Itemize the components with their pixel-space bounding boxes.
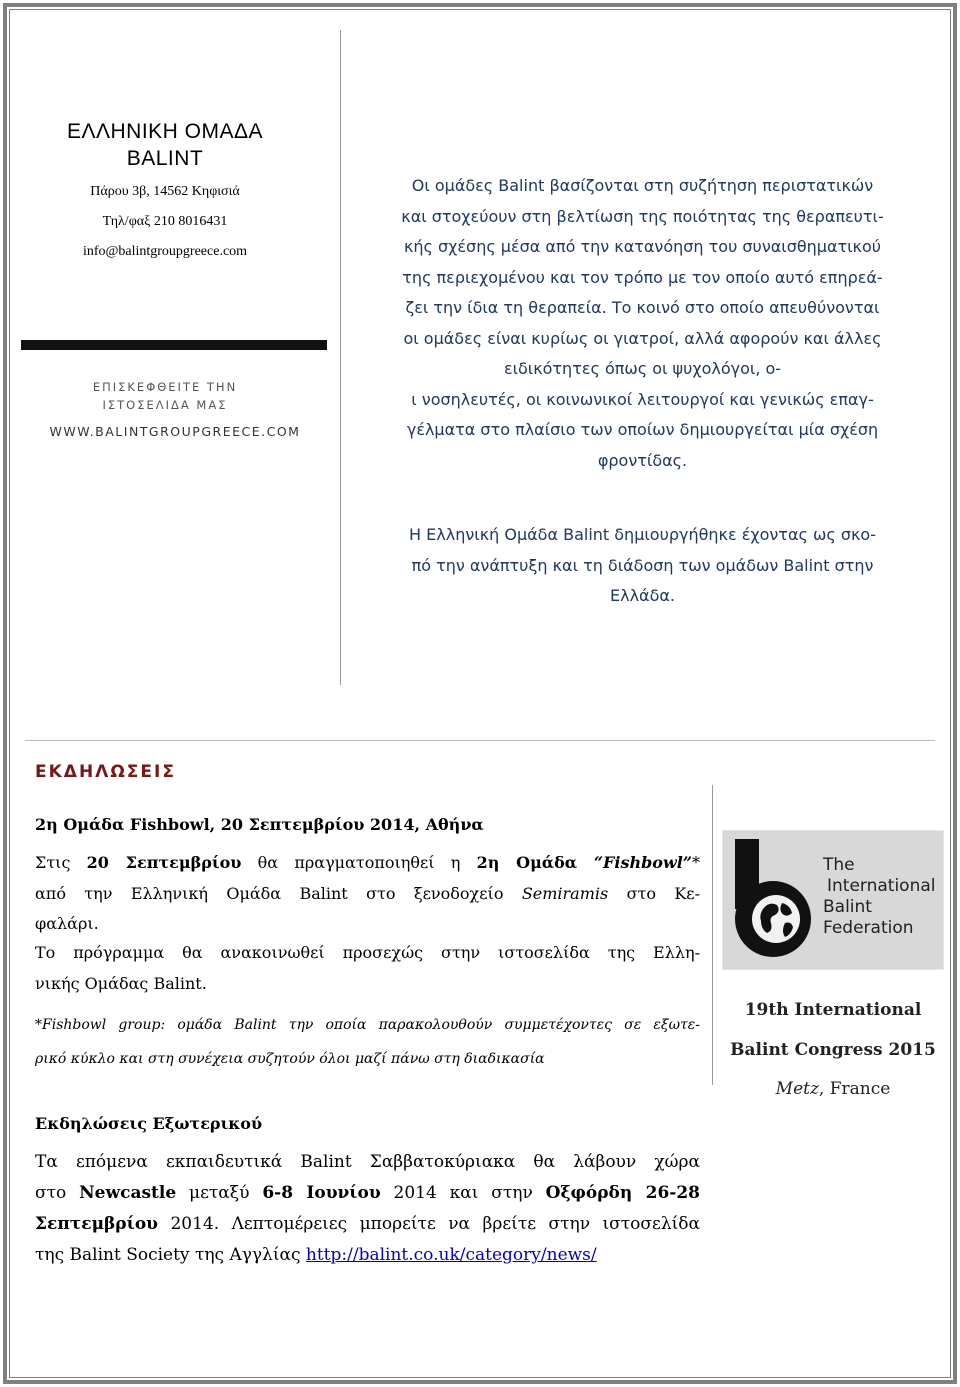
program-paragraph: Το πρόγραμμα θα ανακοινωθεί προσεχώς στην ιστοσελίδα της Ελλη- νικής Ομάδας Balint.	[35, 943, 700, 993]
divider-bar	[21, 340, 327, 350]
congress-title: 19th International	[744, 1000, 922, 1020]
abroad-heading: Εκδηλώσεις Εξωτερικού	[35, 1114, 263, 1133]
ibf-logo-text: The International Balint Federation	[823, 855, 936, 938]
congress-subtitle: Balint Congress 2015	[730, 1040, 936, 1060]
website-link[interactable]: WWW.BALINTGROUPGREECE.COM	[49, 424, 301, 439]
ibf-b-globe-icon	[727, 837, 819, 965]
events-title: ΕΚΔΗΛΩΣΕΙΣ	[35, 762, 176, 782]
intro-text: Οι ομάδες Balint βασίζονται στη συζήτηση περιστατικών και στοχεύουν στη βελτίωση της ποιότητας της θεραπευτι- κής σχέσης μέσα από την κατανόηση του συναισθηματικού της περιεχομένου και τον τρόπο με τον οποίο αυτό επηρεά- ζει την ίδια τη θεραπεία. Το κοινό στο οποίο απευθύνονται οι ομάδες είναι κυρίως οι γιατροί, αλλά αφορούν και άλλες ειδικότητες όπως οι ψυχολόγοι, ο- ι νοσηλευτές, οι κοινωνικοί λειτουργοί και γενικώς επαγ- γέλματα στο πλαίσιο των οποίων δημιουργείται μία σχέση φροντίδας.	[401, 176, 884, 470]
ibf-logo	[722, 830, 944, 970]
balint-society-link[interactable]: http://balint.co.uk/category/news/	[305, 1245, 597, 1265]
mission-text: Η Ελληνική Ομάδα Balint δημιουργήθηκε έχοντας ως σκο- πό την ανάπτυξη και τη διάδοση των ομάδων Balint στην Ελλάδα.	[409, 525, 876, 605]
congress-location: Metz, France	[775, 1079, 891, 1099]
visit-label: ΕΠΙΣΚΕΦΘΕΙΤΕ ΤΗΝ ΙΣΤΟΣΕΛΙΔΑ ΜΑΣ	[92, 380, 238, 412]
horizontal-divider	[25, 740, 935, 741]
fishbowl-heading: 2η Ομάδα Fishbowl, 20 Σεπτεμβρίου 2014, Αθήνα	[35, 815, 484, 834]
email: info@balintgroupgreece.com	[82, 244, 248, 259]
fishbowl-paragraph: Στις 20 Σεπτεμβρίου θα πραγματοποιηθεί η 2η Ομάδα “Fishbowl”* από την Ελληνική Ομάδα Balint στο ξενοδοχείο Semiramis στο Κε- φαλάρι.	[35, 853, 701, 933]
footnote: *Fishbowl group: ομάδα Balint την οποία παρακολουθούν συμμετέχοντες σε εξωτε- ρικό κύκλο και στη συνέχεια συζητούν όλοι μαζί πάνω στη διαδικασία	[35, 1017, 700, 1067]
abroad-paragraph: Τα επόμενα εκπαιδευτικά Balint Σαββατοκύριακα θα λάβουν χώρα στο Newcastle μεταξύ 6-8 Ιουνίου 2014 και στην Οξφόρδη 26-28 Σεπτεμβρίου 2014. Λεπτομέρειες μπορείτε να βρείτε στην ιστοσελίδα της Balint Society της Αγγλίας http://balint.co.uk/category/news/	[35, 1152, 700, 1265]
org-title: ΕΛΛΗΝΙΚΗ ΟΜΑΔΑ BALINT	[66, 120, 264, 170]
phone: Τηλ/φαξ 210 8016431	[102, 214, 228, 229]
vertical-divider-top	[340, 30, 341, 685]
address: Πάρου 3β, 14562 Κηφισιά	[90, 184, 240, 199]
vertical-divider-bottom	[712, 785, 713, 1085]
